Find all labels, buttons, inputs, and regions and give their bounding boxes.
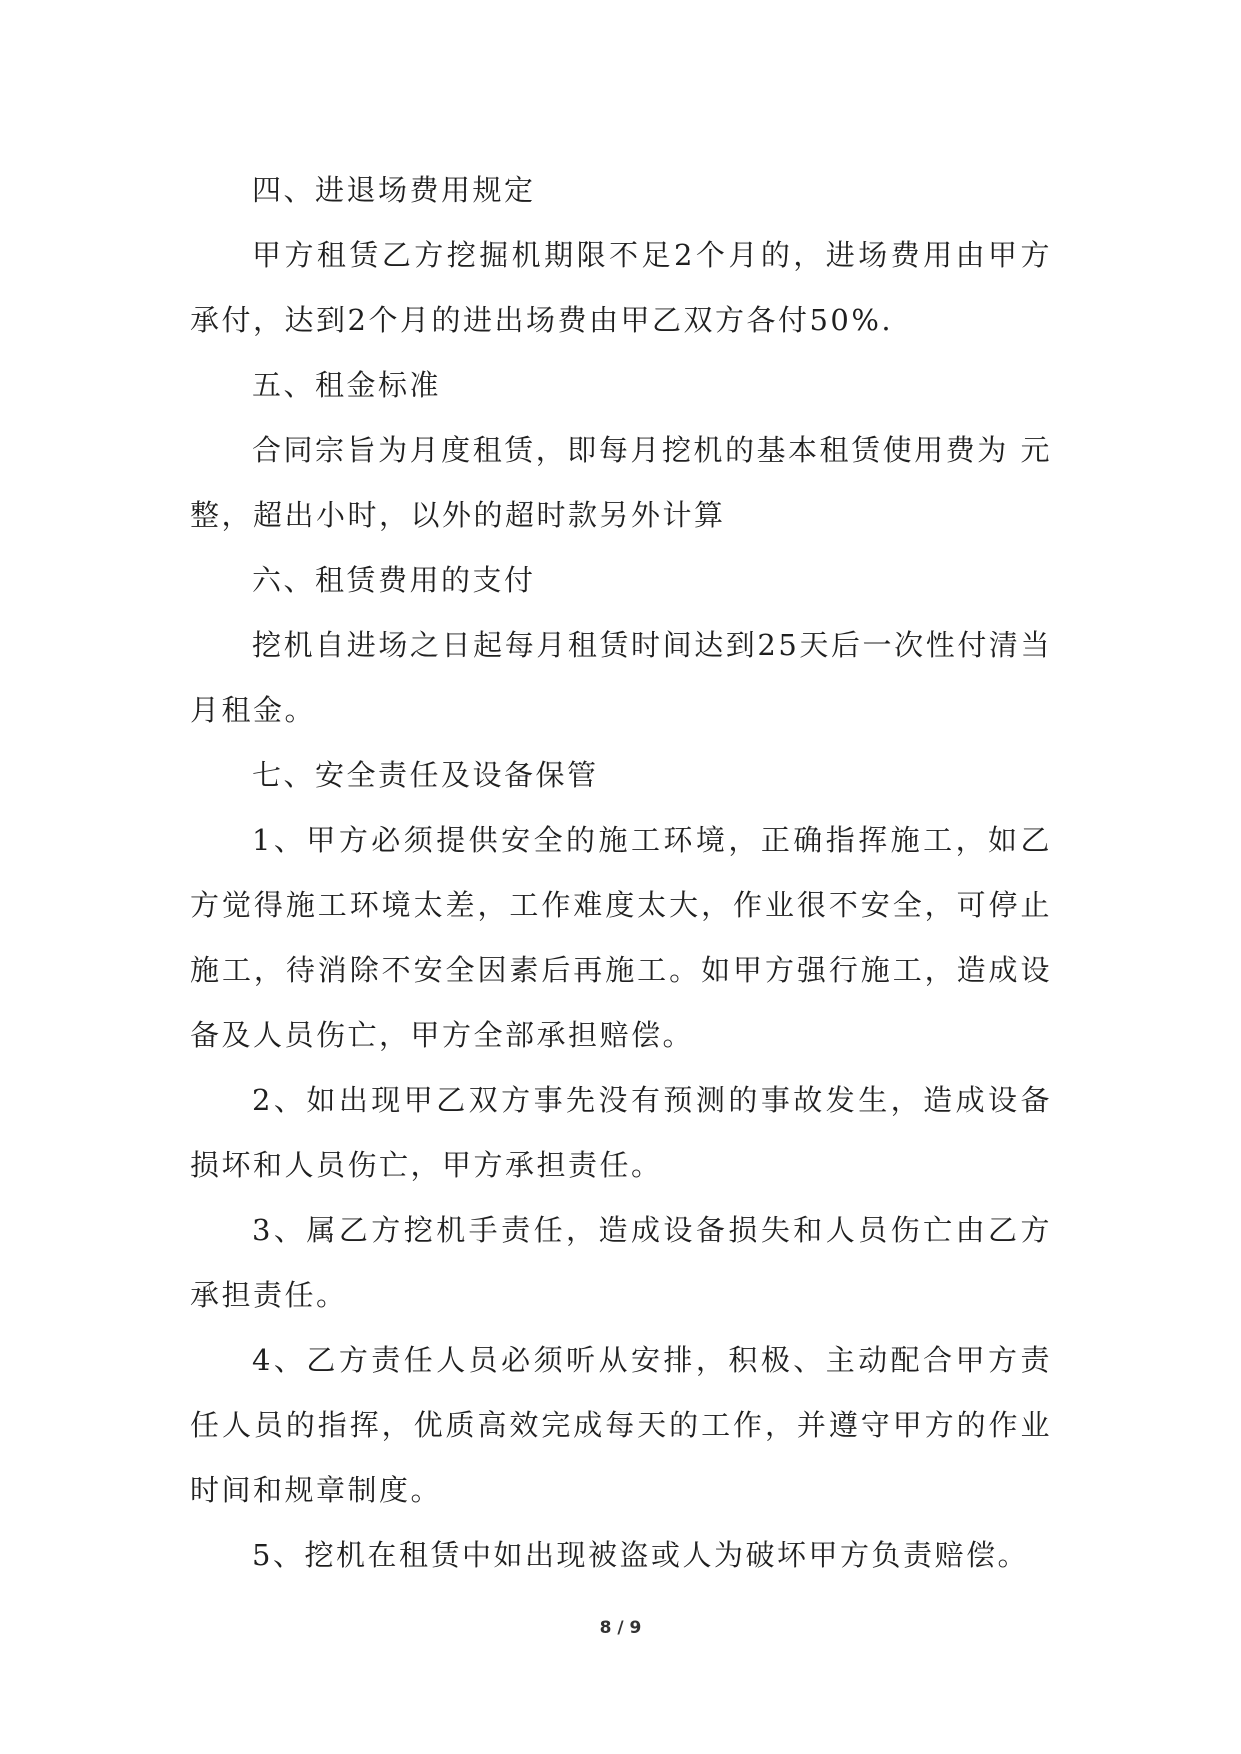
- paragraph-rent-payment: 挖机自进场之日起每月租赁时间达到25天后一次性付清当月租金。: [190, 628, 1052, 727]
- heading-rent-standard: 五、租金标准: [252, 368, 442, 402]
- heading-safety-responsibility: 七、安全责任及设备保管: [252, 758, 599, 792]
- heading-rent-payment: 六、租赁费用的支付: [252, 563, 536, 597]
- document-body: [190, 158, 1052, 1588]
- page-number: 8 / 9: [599, 1618, 642, 1638]
- heading-entry-exit-fees: 四、进退场费用规定: [252, 173, 536, 207]
- paragraph-rent-standard: 合同宗旨为月度租赁，即每月挖机的基本租赁使用费为 元整，超出小时，以外的超时款另外计算: [190, 433, 1052, 532]
- clause-2: 2、如出现甲乙双方事先没有预测的事故发生，造成设备损坏和人员伤亡，甲方承担责任。: [190, 1083, 1052, 1182]
- clause-3: 3、属乙方挖机手责任，造成设备损失和人员伤亡由乙方承担责任。: [190, 1213, 1052, 1312]
- paragraph-entry-exit-fees: 甲方租赁乙方挖掘机期限不足2个月的，进场费用由甲方承付，达到2个月的进出场费由甲乙双方各付50%.: [190, 238, 1052, 337]
- clause-1: 1、甲方必须提供安全的施工环境，正确指挥施工，如乙方觉得施工环境太差，工作难度太大，作业很不安全，可停止施工，待消除不安全因素后再施工。如甲方强行施工，造成设备及人员伤亡，甲方全部承担赔偿。: [190, 823, 1052, 1052]
- clause-4: 4、乙方责任人员必须听从安排，积极、主动配合甲方责任人员的指挥，优质高效完成每天的工作，并遵守甲方的作业时间和规章制度。: [190, 1343, 1052, 1507]
- clause-5: 5、挖机在租赁中如出现被盗或人为破坏甲方负责赔偿。: [252, 1538, 1029, 1572]
